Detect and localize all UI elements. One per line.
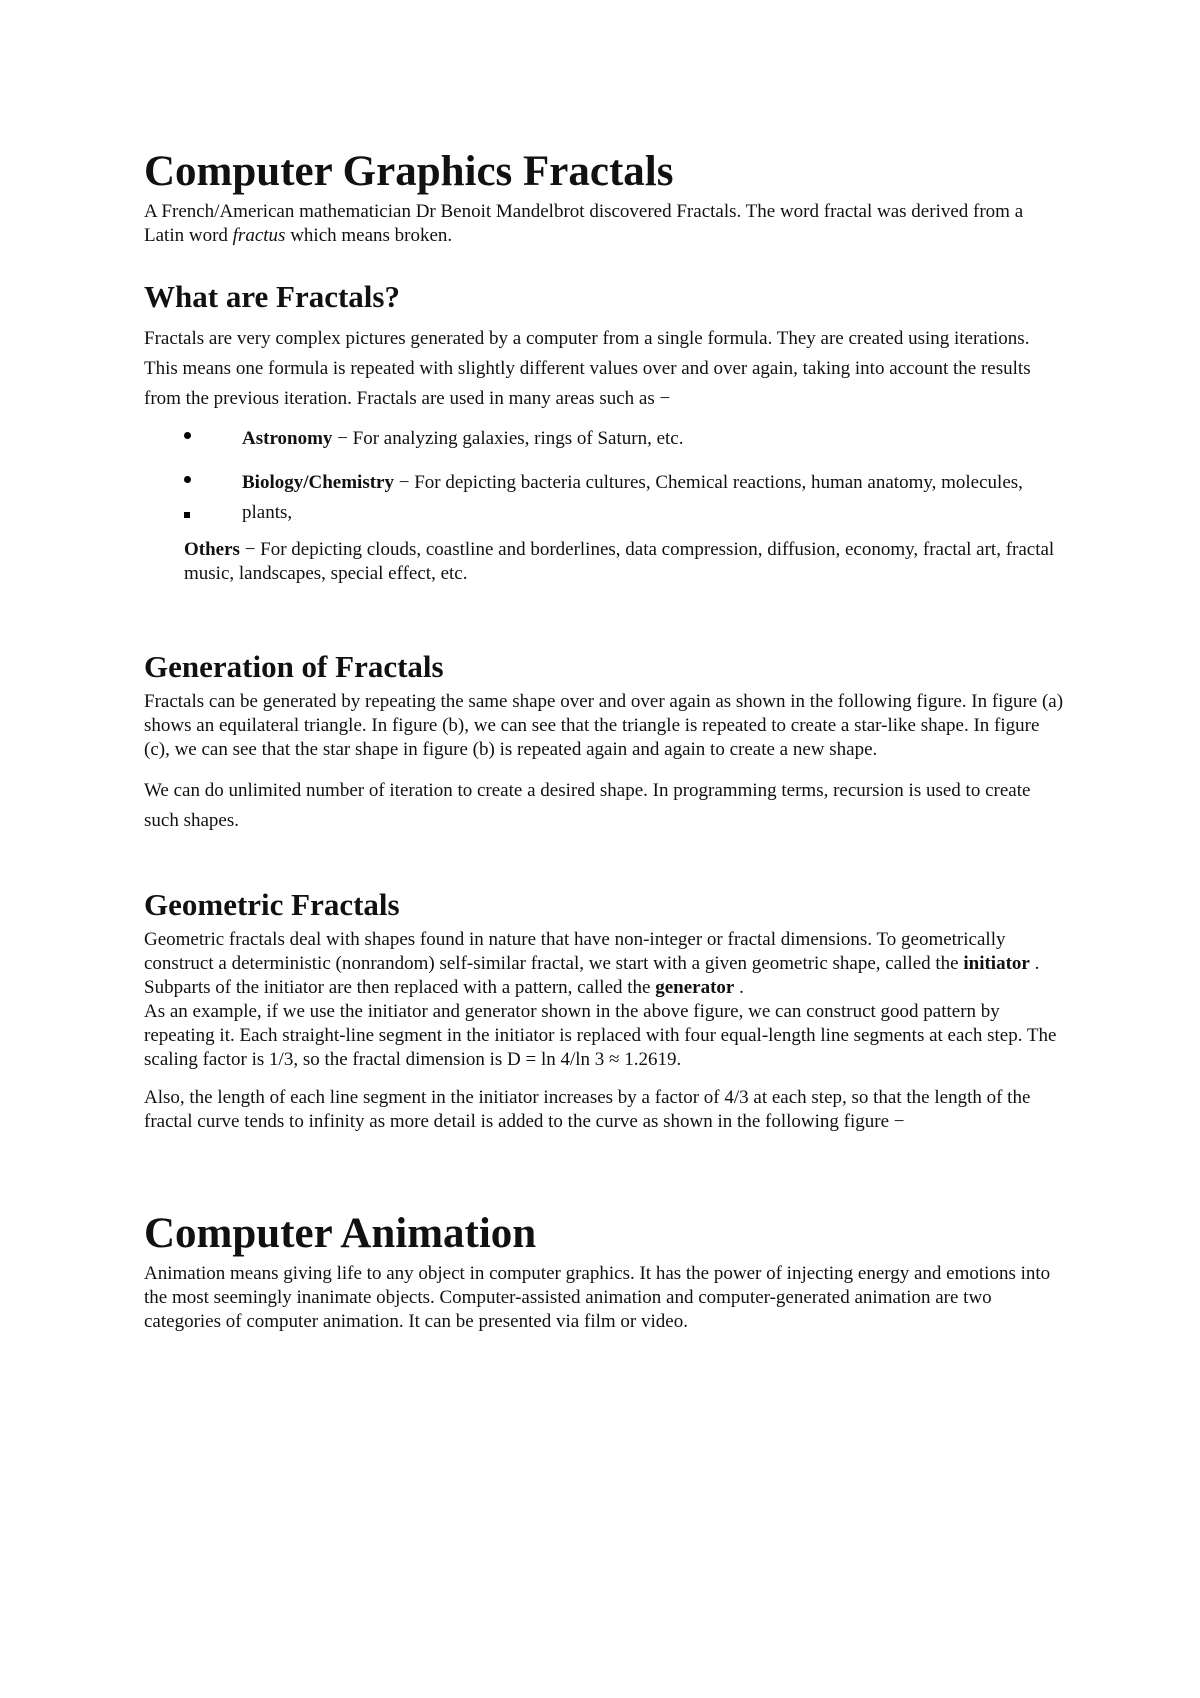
- document-body: [144, 146, 1064, 1334]
- section-heading-what-are-fractals: What are Fractals?: [144, 279, 400, 314]
- list-item-text: − For analyzing galaxies, rings of Saturn, etc.: [332, 428, 684, 449]
- animation-paragraph: Animation means giving life to any object in computer graphics. It has the power of injecting energy and emotions into the most seemingly inanimate objects. Computer-assisted animation and computer-generated animation are two categories of computer animation. It can be presented via film or video.: [144, 1263, 1051, 1332]
- list-item-term: Biology/Chemistry: [242, 472, 394, 493]
- geometric-paragraph-2: As an example, if we use the initiator and generator shown in the above figure, we can construct good pattern by repeating it. Each straight-line segment in the initiator is replaced with four equal-length line segments at each step. The scaling factor is 1/3, so the fractal dimension is D = ln 4/ln 3 ≈ 1.2619.: [144, 1001, 1057, 1070]
- list-item-term: Astronomy: [242, 428, 333, 449]
- bullet-icon: [184, 476, 191, 483]
- what-paragraph: Fractals are very complex pictures generated by a computer from a single formula. They are created using iterations. This means one formula is repeated with slightly different values over and over again, taking into account the results from the previous iteration. Fractals are used in many areas such as −: [144, 328, 1031, 409]
- others-paragraph: [184, 538, 1064, 586]
- bullet-square-icon: [184, 512, 190, 518]
- initiator-term: initiator: [963, 953, 1030, 974]
- generation-paragraph-1: Fractals can be generated by repeating the same shape over and over again as shown in the following figure. In figure (a) shows an equilateral triangle. In figure (b), we can see that the triangle is repeated to create a star-like shape. In figure (c), we can see that the star shape in figure (b) is repeated again and again to create a new shape.: [144, 691, 1064, 760]
- list-item-text: − For depicting bacteria cultures, Chemical reactions, human anatomy, molecules, plants,: [242, 472, 1023, 523]
- bullet-icon: [184, 432, 191, 439]
- list-item: [144, 468, 1064, 528]
- page-title: Computer Graphics Fractals: [144, 148, 674, 195]
- geometric-text-c: . Subparts of the initiator are then replaced with a pattern, called the: [144, 953, 1040, 998]
- others-term: Others: [184, 539, 240, 560]
- section-heading-generation-of-fractals: Generation of Fractals: [144, 649, 444, 684]
- fractal-uses-list: [144, 424, 1064, 528]
- section-heading-computer-animation: Computer Animation: [144, 1210, 537, 1257]
- list-item: [144, 424, 1064, 454]
- others-text: − For depicting clouds, coastline and borderlines, data compression, diffusion, economy, fractal art, fractal music, landscapes, special effect, etc.: [184, 539, 1055, 584]
- geometric-text-e: .: [734, 977, 744, 998]
- intro-latin-word: fractus: [232, 225, 286, 246]
- geometric-paragraph-1: [144, 928, 1064, 1000]
- intro-paragraph: [144, 200, 1064, 248]
- section-heading-geometric-fractals: Geometric Fractals: [144, 887, 400, 922]
- geometric-text-a: Geometric fractals deal with shapes found in nature that have non-integer or fractal dimensions. To geometrically construct a deterministic (nonrandom) self-similar fractal, we start with a given geometric shape, called the: [144, 929, 1006, 974]
- intro-text-before: A French/American mathematician Dr Benoit Mandelbrot discovered Fractals. The word fractal was derived from a Latin word: [144, 201, 1024, 246]
- intro-text-after: which means broken.: [285, 225, 453, 246]
- generation-paragraph-2: We can do unlimited number of iteration to create a desired shape. In programming terms, recursion is used to create such shapes.: [144, 780, 1031, 831]
- geometric-paragraph-3: Also, the length of each line segment in the initiator increases by a factor of 4/3 at each step, so that the length of the fractal curve tends to infinity as more detail is added to the curve as shown in the following figure −: [144, 1087, 1031, 1132]
- generator-term: generator: [655, 977, 735, 998]
